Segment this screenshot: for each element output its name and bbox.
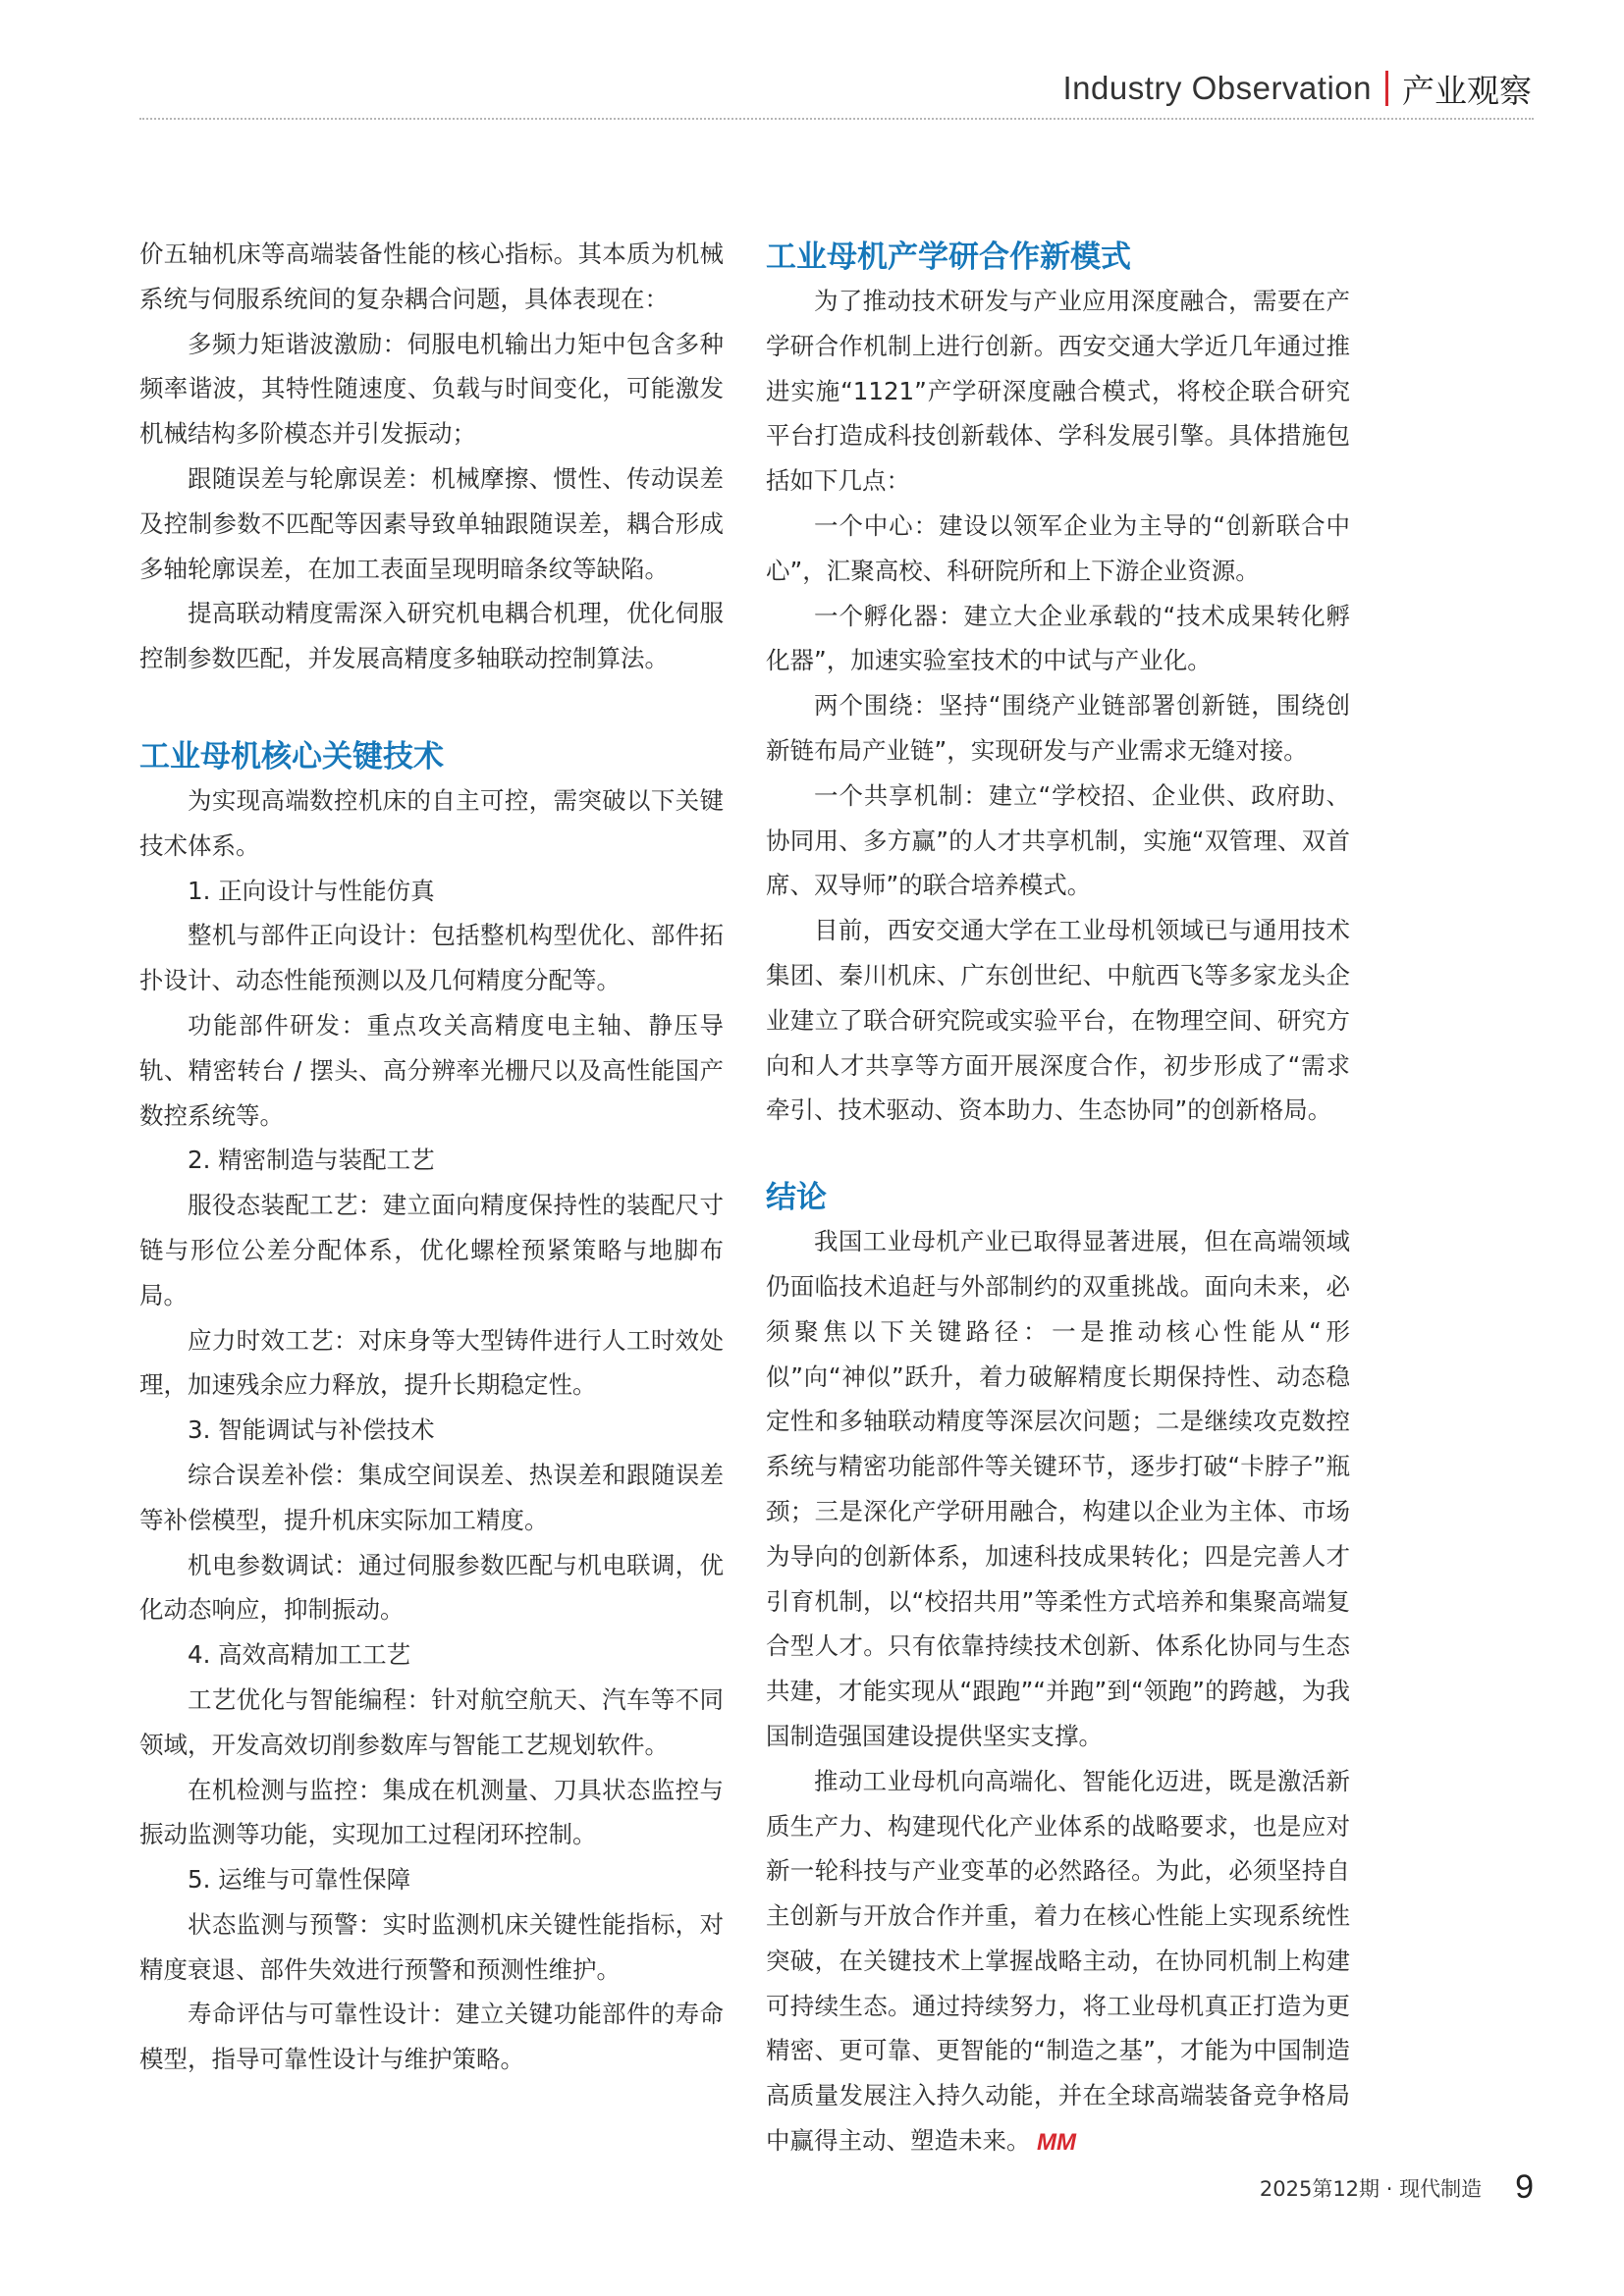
- subsection-title: 1. 正向设计与性能仿真: [188, 876, 435, 905]
- paragraph: 服役态装配工艺：建立面向精度保持性的装配尺寸链与形位公差分配体系，优化螺栓预紧策略与地脚布局。: [139, 1191, 724, 1309]
- header-dotted-rule: [139, 118, 1534, 120]
- paragraph: 功能部件研发：重点攻关高精度电主轴、静压导轨、精密转台 / 摆头、高分辨率光栅尺以及高性能国产数控系统等。: [139, 1010, 724, 1130]
- paragraph: 跟随误差与轮廓误差：机械摩擦、惯性、传动误差及控制参数不匹配等因素导致单轴跟随误差，耦合形成多轴轮廓误差，在加工表面呈现明暗条纹等缺陷。: [139, 463, 724, 583]
- section-heading-conclusion: 结论: [766, 1180, 827, 1216]
- page-footer: [1260, 2168, 1534, 2207]
- page-number: 9: [1515, 2168, 1534, 2206]
- mm-end-mark-icon: [1037, 2129, 1078, 2153]
- end-mark-text: MM: [1036, 2129, 1076, 2154]
- paragraph: 状态监测与预警：实时监测机床关键性能指标，对精度衰退、部件失效进行预警和预测性维护。: [139, 1909, 724, 1984]
- subsection-title: 2. 精密制造与装配工艺: [188, 1146, 435, 1175]
- section-heading-industry-academia: 工业母机产学研合作新模式: [766, 240, 1131, 275]
- paragraph: 一个共享机制：建立“学校招、企业供、政府助、协同用、多方赢”的人才共享机制，实施“双管理、双首席、双导师”的联合培养模式。: [766, 780, 1350, 900]
- paragraph: 应力时效工艺：对床身等大型铸件进行人工时效处理，加速残余应力释放，提升长期稳定性。: [139, 1325, 724, 1400]
- paragraph: 一个孵化器：建立大企业承载的“技术成果转化孵化器”，加速实验室技术的中试与产业化。: [766, 601, 1350, 675]
- paragraph: 在机检测与监控：集成在机测量、刀具状态监控与振动监测等功能，实现加工过程闭环控制。: [139, 1775, 724, 1849]
- paragraph: 综合误差补偿：集成空间误差、热误差和跟随误差等补偿模型，提升机床实际加工精度。: [139, 1460, 724, 1534]
- section-title-zh: 产业观察: [1402, 71, 1532, 110]
- paragraph: 工艺优化与智能编程：针对航空航天、汽车等不同领域，开发高效切削参数库与智能工艺规划软件。: [139, 1684, 724, 1759]
- paragraph-final: [766, 1759, 1350, 2163]
- paragraph: 提高联动精度需深入研究机电耦合机理，优化伺服控制参数匹配，并发展高精度多轴联动控制算法。: [139, 599, 724, 673]
- right-column: [766, 236, 1350, 2163]
- section-heading-core-tech: 工业母机核心关键技术: [139, 738, 444, 774]
- paragraph: 多频力矩谐波激励：伺服电机输出力矩中包含多种频率谐波，其特性随速度、负载与时间变化，可能激发机械结构多阶模态并引发振动；: [139, 329, 724, 449]
- paragraph: 机电参数调试：通过伺服参数匹配与机电联调，优化动态响应，抑制振动。: [139, 1550, 724, 1625]
- subsection-title: 4. 高效高精加工工艺: [188, 1640, 411, 1670]
- paragraph: 两个围绕：坚持“围绕产业链部署创新链，围绕创新链布局产业链”，实现研发与产业需求无缝对接。: [766, 691, 1350, 765]
- paragraph: 我国工业母机产业已取得显著进展，但在高端领域仍面临技术追赶与外部制约的双重挑战。面向未来，必须聚焦以下关键路径：一是推动核心性能从“形似”向“神似”跃升，着力破解精度长期保持性、动态稳定性和多轴联动精度等深层次问题；二是继续攻克数控系统与精密功能部件等关键环节，逐步打破“卡脖子”瓶颈；三是深化产学研用融合，构建以企业为主体、市场为导向的创新体系，加速科技成果转化；四是完善人才引育机制，以“校招共用”等柔性方式培养和集聚高端复合型人才。只有依靠持续技术创新、体系化协同与生态共建，才能实现从“跟跑”“并跑”到“领跑”的跨越，为我国制造强国建设提供坚实支撑。: [766, 1227, 1350, 1750]
- paragraph: 价五轴机床等高端装备性能的核心指标。其本质为机械系统与伺服系统间的复杂耦合问题，具体表现在：: [139, 240, 724, 313]
- header-divider: [1385, 71, 1388, 106]
- paragraph: 为实现高端数控机床的自主可控，需突破以下关键技术体系。: [139, 785, 724, 860]
- paragraph: 为了推动技术研发与产业应用深度融合，需要在产学研合作机制上进行创新。西安交通大学近几年通过推进实施“1121”产学研深度融合模式，将校企联合研究平台打造成科技创新载体、学科发展引擎。具体措施包括如下几点：: [766, 287, 1350, 496]
- paragraph: 目前，西安交通大学在工业母机领域已与通用技术集团、秦川机床、广东创世纪、中航西飞等多家龙头企业建立了联合研究院或实验平台，在物理空间、研究方向和人才共享等方面开展深度合作，初步形成了“需求牵引、技术驱动、资本助力、生态协同”的创新格局。: [766, 916, 1350, 1125]
- paragraph-text: 推动工业母机向高端化、智能化迈进，既是激活新质生产力、构建现代化产业体系的战略要求，也是应对新一轮科技与产业变革的必然路径。为此，必须坚持自主创新与开放合作并重，着力在核心性能上实现系统性突破，在关键技术上掌握战略主动，在协同机制上构建可持续生态。通过持续努力，将工业母机真正打造为更精密、更可靠、更智能的“制造之基”，才能为中国制造高质量发展注入持久动能，并在全球高端装备竞争格局中赢得主动、塑造未来。: [766, 1766, 1350, 2156]
- section-title-en: Industry Observation: [1062, 70, 1372, 106]
- subsection-title: 5. 运维与可靠性保障: [188, 1865, 411, 1895]
- page-header: [1063, 61, 1532, 116]
- paragraph: 整机与部件正向设计：包括整机构型优化、部件拓扑设计、动态性能预测以及几何精度分配等。: [139, 921, 724, 995]
- subsection-title: 3. 智能调试与补偿技术: [188, 1415, 435, 1445]
- paragraph: 寿命评估与可靠性设计：建立关键功能部件的寿命模型，指导可靠性设计与维护策略。: [139, 2000, 724, 2074]
- issue-label: 2025第12期 · 现代制造: [1259, 2176, 1483, 2201]
- left-column: [139, 232, 724, 2082]
- paragraph: 一个中心：建设以领军企业为主导的“创新联合中心”，汇聚高校、科研院所和上下游企业资源。: [766, 510, 1350, 585]
